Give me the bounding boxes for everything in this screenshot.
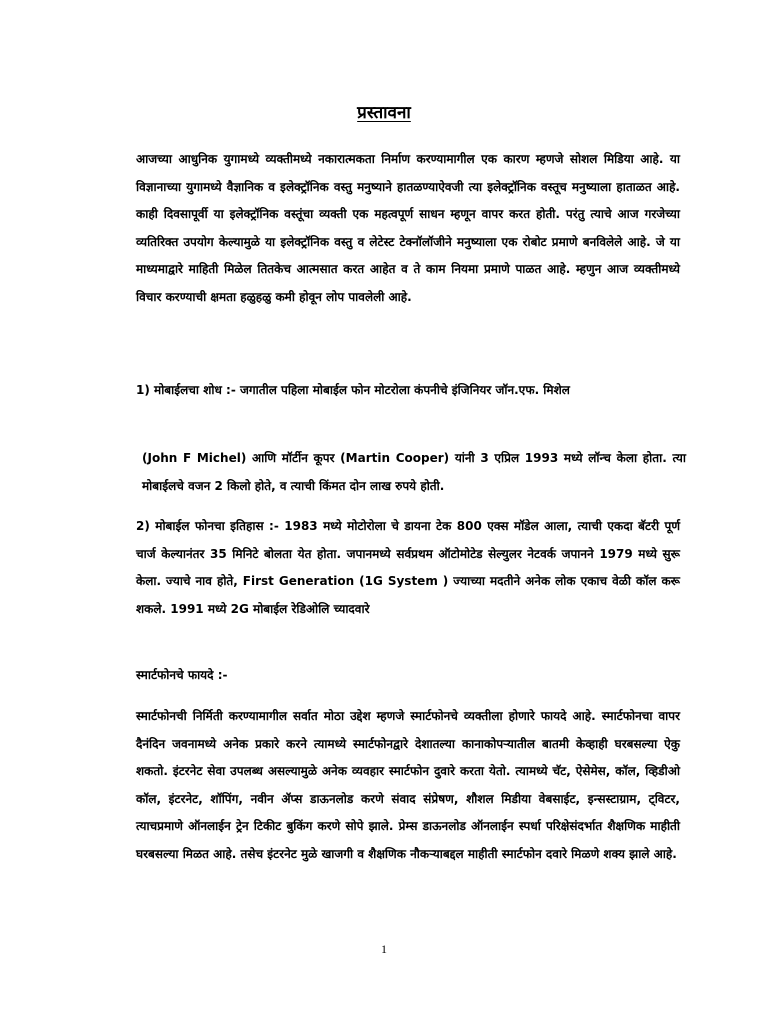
page-title: प्रस्तावना [357,103,411,123]
smartphone-benefits-paragraph: स्मार्टफोनची निर्मिती करण्यामागील सर्वात मोठा उद्देश म्हणजे स्मार्टफोनचे व्यक्तीला होणारे फायदे आहे. स्मार्टफोनचा वापर दैनंदिन जवनामध्ये अनेक प्रकारे करने त्यामध्ये स्मार्टफोनद्वारे देशातल्या कानाकोपऱ्यातील बातमी केव्हाही घरबसल्या ऐकु शकतो. इंटरनेट सेवा उपलब्ध असल्यामुळे अनेक व्यवहार स्मार्टफोन दुवारे करता येतो. त्यामध्ये चॅट, ऐसेमेस, कॉल, व्हिडीओ कॉल, इंटरनेट, शॉपिंग, नवीन ॲप्स डाऊनलोड करणे संवाद संप्रेषण, शौशल मिडीया वेबसाईट, इन्सस्टाग्राम, ट्विटर, त्याचप्रमाणे ऑनलाईन ट्रेन टिकीट बुकिंग करणे सोपे झाले. प्रेम्स डाऊनलोड ऑनलाईन स्पर्धा परिक्षेसंदर्भात शैक्षणिक माहीती घरबसल्या मिळत आहे. तसेच इंटरनेट मुळे खाजगी व शैक्षणिक नौकऱ्याबद्दल माहीती स्मार्टफोन दवारे मिळणे शक्य झाले आहे. [136,709,680,861]
page-number: 1 [381,942,387,956]
intro-paragraph: आजच्या आधुनिक युगामध्ये व्यक्तीमध्ये नकारात्मकता निर्माण करण्यामागील एक कारण म्हणजे सोशल मिडिया आहे. या विज्ञानाच्या युगामध्ये वैज्ञानिक व इलेक्ट्रॉनिक वस्तु मनुष्याने हातळण्याऐवजी त्या इलेक्ट्रॉनिक वस्तूच मनुष्याला हाताळत आहे. काही दिवसापूर्वी या इलेक्ट्रॉनिक वस्तूंचा व्यक्ती एक महत्वपूर्ण साधन म्हणून वापर करत होती. परंतु त्याचे आज गरजेच्या व्यतिरिक्त उपयोग केल्यामुळे या इलेक्ट्रॉनिक वस्तु व लेटेस्ट टेक्नॉलॉजीने मनुष्याला एक रोबोट प्रमाणे बनविलेले आहे. जे या माध्यमाद्वारे माहिती मिळेल तितकेच आत्मसात करत आहेत व ते काम नियमा प्रमाणे पाळत आहे. म्हणुन आज व्यक्तीमध्ये विचार करण्याची क्षमता हळुहळु कमी होवून लोप पावलेली आहे. [136,152,680,304]
mobile-history-paragraph: 2) मोबाईल फोनचा इतिहास :- 1983 मध्ये मोटोरोला चे डायना टेक 800 एक्स मॉडेल आला, त्याची एकदा बॅटरी पूर्ण चार्ज केल्यानंतर 35 मिनिटे बोलता येत होता. जपानमध्ये सर्वप्रथम ऑटोमोटेड सेल्युलर नेटवर्क जपानने 1979 मध्ये सुरू केला. ज्याचे नाव होते, First Generation (1G System ) ज्याच्या मदतीने अनेक लोक एकाच वेळी कॉल करू शकले. 1991 मध्ये 2G मोबाईल रेडिओलि च्यादवारे [136,519,680,616]
mobile-discovery-paragraph: 1) मोबाईलचा शोध :- जगातील पहिला मोबाईल फोन मोटरोला कंपनीचे इंजिनियर जॉन.एफ. मिशेल [136,383,570,397]
smartphone-benefits-heading: स्मार्टफोनचे फायदे :- [136,668,228,682]
mobile-discovery-continuation: (John F Michel) आणि मॉर्टीन कूपर (Martin Cooper) यांनी 3 एप्रिल 1993 मध्ये लॉन्च केला होता. त्या मोबाईलचे वजन 2 किलो होते, व त्याची किंमत दोन लाख रुपये होती. [142,451,686,493]
